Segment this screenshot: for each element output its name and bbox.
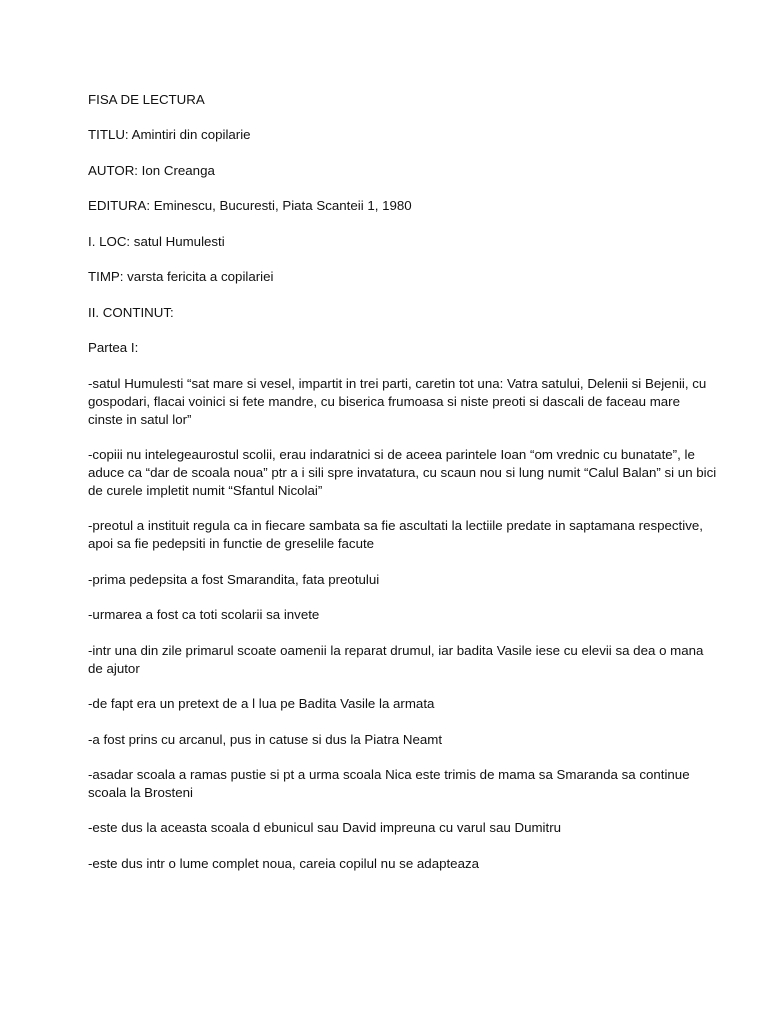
paragraph-road-repair: -intr una din zile primarul scoate oamenii la reparat drumul, iar badita Vasile iese cu elevii sa dea o mana de ajutor [88, 643, 704, 676]
author-line: AUTOR: Ion Creanga [88, 163, 215, 178]
paragraph-grandfather: -este dus la aceasta scoala d ebunicul sau David impreuna cu varul sau Dumitru [88, 820, 562, 835]
content-heading: II. CONTINUT: [88, 305, 174, 320]
paragraph-village: -satul Humulesti “sat mare si vesel, impartit in trei parti, caretin tot una: Vatra satului, Delenii si Bejenii, cu gospodari, flacai voinici si fete mandre, cu biserica frumoasa si niste preoti si dascali de faceau mare cinste in satul lor” [88, 376, 707, 427]
title-line: TITLU: Amintiri din copilarie [88, 127, 251, 142]
time-line: TIMP: varsta fericita a copilariei [88, 269, 274, 284]
paragraph-first-punished: -prima pedepsita a fost Smarandita, fata preotului [88, 572, 380, 587]
place-line: I. LOC: satul Humulesti [88, 234, 225, 249]
document-heading: FISA DE LECTURA [88, 92, 205, 107]
publisher-line: EDITURA: Eminescu, Bucuresti, Piata Scanteii 1, 1980 [88, 198, 412, 213]
part-heading: Partea I: [88, 340, 139, 355]
paragraph-new-world: -este dus intr o lume complet noua, careia copilul nu se adapteaza [88, 856, 480, 871]
paragraph-children-school: -copiii nu intelegeaurostul scolii, erau indaratnici si de aceea parintele Ioan “om vrednic cu bunatate”, le aduce ca “dar de scoala noua” ptr a i sili spre invatatura, cu scaun nou si lung numit “Calul Balan” si un bici de curele impletit numit “Sfantul Nicolai” [88, 447, 717, 498]
paragraph-captured: -a fost prins cu arcanul, pus in catuse si dus la Piatra Neamt [88, 732, 443, 747]
paragraph-priest-rule: -preotul a instituit regula ca in fiecare sambata sa fie ascultati la lectiile predate in saptamana respective, apoi sa fie pedepsiti in functie de greselile facute [88, 518, 703, 551]
paragraph-pretext: -de fapt era un pretext de a l lua pe Badita Vasile la armata [88, 696, 435, 711]
paragraph-result: -urmarea a fost ca toti scolarii sa invete [88, 607, 320, 622]
paragraph-school-empty: -asadar scoala a ramas pustie si pt a urma scoala Nica este trimis de mama sa Smaranda sa continue scoala la Brosteni [88, 767, 690, 800]
